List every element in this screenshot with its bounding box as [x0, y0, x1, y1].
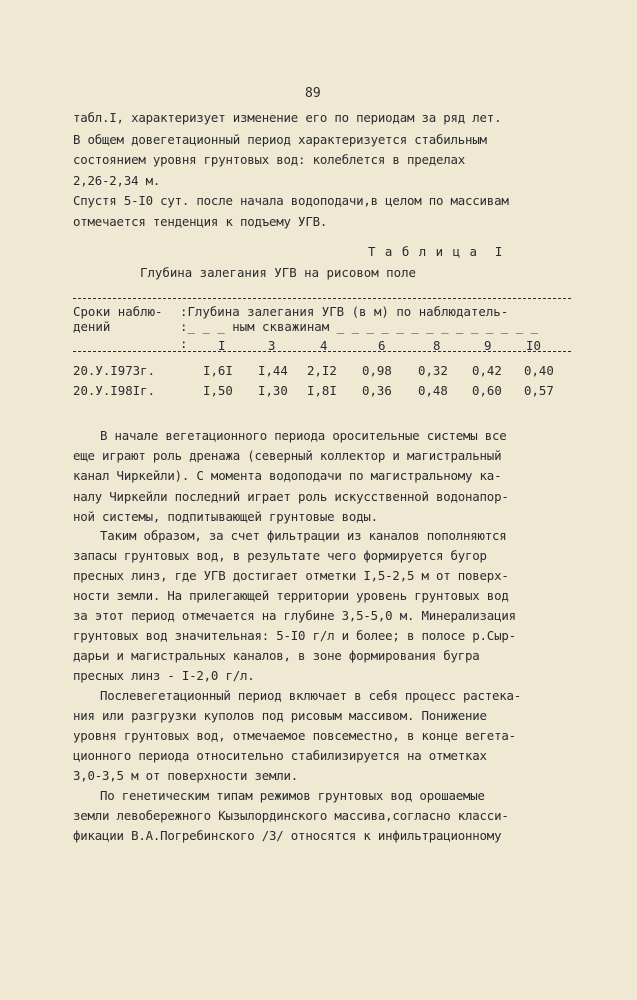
- table-title: Глубина залегания УГВ на рисовом поле: [140, 265, 417, 280]
- text-line: пресных линз, где УГВ достигает отметки I,5-2,5 м от поверх-: [73, 568, 509, 583]
- table-header-rule: [73, 351, 571, 352]
- table-cell: I,8I: [307, 383, 337, 398]
- text-line: грунтовых вод значительная: 5-I0 г/л и более; в полосе р.Сыр-: [73, 628, 516, 643]
- table-cell: I,6I: [203, 363, 233, 378]
- text-line: Послевегетационный период включает в себя процесс растека-: [100, 688, 522, 703]
- well-number: 6: [378, 338, 386, 353]
- table-header-dates-cont: дений: [73, 319, 111, 334]
- well-number: 9: [484, 338, 492, 353]
- text-line: дарьи и магистральных каналов, в зоне формирования бугра: [73, 648, 480, 663]
- text-line: еще играют роль дренажа (северный коллектор и магистральный: [73, 448, 502, 463]
- text-line: запасы грунтовых вод, в результате чего формируется бугор: [73, 548, 487, 563]
- text-line: По генетическим типам режимов грунтовых вод орошаемые: [100, 788, 485, 803]
- table-row-date: 20.У.I973г.: [73, 363, 156, 378]
- table-cell: 0,40: [524, 363, 554, 378]
- table-cell: I,30: [258, 383, 288, 398]
- table-col-separator: :: [180, 336, 188, 351]
- well-number: 3: [268, 338, 276, 353]
- table-row-date: 20.У.I98Iг.: [73, 383, 156, 398]
- text-line: пресных линз - I-2,0 г/л.: [73, 668, 255, 683]
- table-cell: 0,32: [418, 363, 448, 378]
- table-header-depth: :Глубина залегания УГВ (в м) по наблюдатель-: [180, 304, 509, 319]
- text-line: табл.I, характеризует изменение его по периодам за ряд лет.: [73, 110, 502, 125]
- text-line: Таким образом, за счет фильтрации из каналов пополняются: [100, 528, 507, 543]
- text-line: ной системы, подпитывающей грунтовые воды.: [73, 509, 378, 524]
- table-cell: 0,42: [472, 363, 502, 378]
- text-line: ния или разгрузки куполов под рисовым массивом. Понижение: [73, 708, 487, 723]
- text-line: отмечается тенденция к подъему УГВ.: [73, 214, 328, 229]
- well-number: 8: [433, 338, 441, 353]
- well-number: I: [218, 338, 226, 353]
- table-cell: 0,98: [362, 363, 392, 378]
- text-line: ности земли. На прилегающей территории уровень грунтовых вод: [73, 588, 509, 603]
- table-cell: I,44: [258, 363, 288, 378]
- well-number: I0: [526, 338, 541, 353]
- text-line: уровня грунтовых вод, отмечаемое повсеместно, в конце вегета-: [73, 728, 516, 743]
- text-line: за этот период отмечается на глубине 3,5-5,0 м. Минерализация: [73, 608, 516, 623]
- table-cell: 2,I2: [307, 363, 337, 378]
- well-number: 4: [320, 338, 328, 353]
- text-line: Спустя 5-I0 сут. после начала водоподачи,в целом по массивам: [73, 193, 509, 208]
- text-line: 2,26-2,34 м.: [73, 173, 161, 188]
- text-line: ционного периода относительно стабилизируется на отметках: [73, 748, 487, 763]
- text-line: состоянием уровня грунтовых вод: колеблется в пределах: [73, 152, 466, 167]
- text-line: налу Чиркейли последний играет роль искусственной водонапор-: [73, 489, 509, 504]
- table-label: Т а б л и ц а I: [368, 244, 504, 259]
- text-line: канал Чиркейли). С момента водоподачи по магистральному ка-: [73, 468, 502, 483]
- text-line: В начале вегетационного периода оросительные системы все: [100, 428, 507, 443]
- table-header-depth-cont: :_ _ _ ным скважинам _ _ _ _ _ _ _ _ _ _ _ _ _ _: [180, 319, 539, 334]
- table-header-dates: Сроки наблю-: [73, 304, 163, 319]
- table-top-rule: [73, 298, 571, 299]
- table-cell: 0,36: [362, 383, 392, 398]
- text-line: В общем довегетационный период характеризуется стабильным: [73, 132, 487, 147]
- page-number: 89: [305, 86, 321, 101]
- text-line: 3,0-3,5 м от поверхности земли.: [73, 768, 299, 783]
- table-cell: 0,60: [472, 383, 502, 398]
- table-cell: 0,57: [524, 383, 554, 398]
- table-cell: I,50: [203, 383, 233, 398]
- table-cell: 0,48: [418, 383, 448, 398]
- text-line: земли левобережного Кызылординского массива,согласно класси-: [73, 808, 509, 823]
- text-line: фикации В.А.Погребинского /3/ относятся к инфильтрационному: [73, 828, 502, 843]
